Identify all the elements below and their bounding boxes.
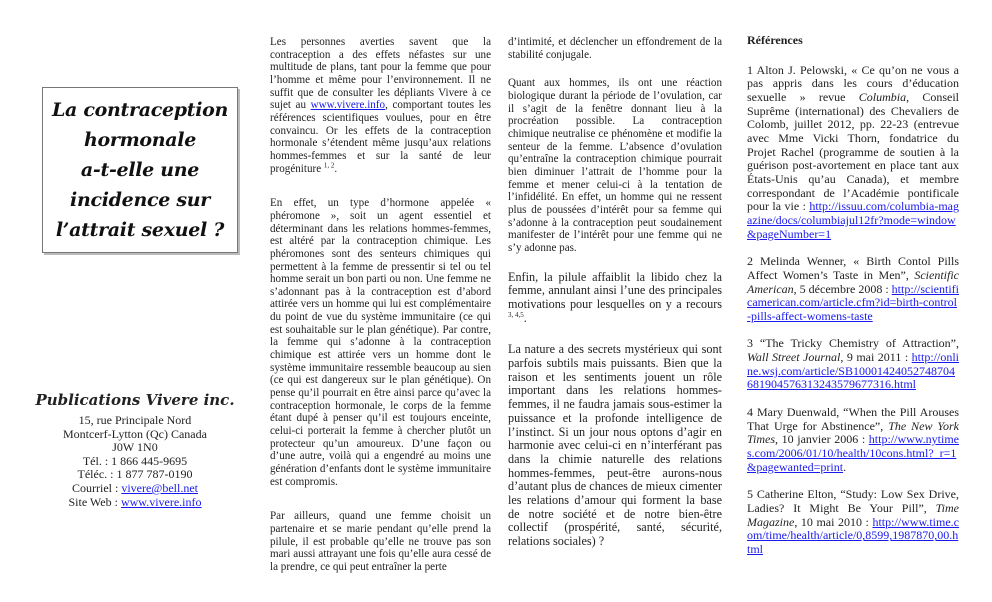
text: . [523,310,527,325]
references-list [747,64,959,571]
publisher-name: Publications Vivere inc. [35,391,235,409]
title-line: incidence sur [70,189,210,211]
text: Enfin, la pilule affaiblit la libido chez la femme, annulant ainsi l’une des principales motivations pour lesquelles on y a recours [508,269,722,311]
text: , comportant toutes les références scientifiques voulues, pour en être convaincu. Or les effets de la contraception hormonale s’étendent même jusqu’aux relations hommes-femmes et sur la santé de leur progéniture [270,99,491,175]
text: . [334,162,338,175]
paragraph-pheromones: En effet, un type d’hormone appelée « phéromone », soit un agent essentiel et déterminant dans les relations hommes-femmes, est altéré par la contraception chimique. Les phéromones sont des senteurs chimiques qui permettent à la femme de pressentir si tel ou tel homme serait un bon parti ou non. Une femme ne s’adonnant pas à la contraception est d’abord attirée vers un homme qui lui est complémentaire du point de vue du système immunitaire (ce qui est souhaitable sur le plan génétique). Par contre, la femme qui s’adonne à la contraception chimique est attirée vers un homme dont le système immunitaire ressemble beaucoup au sien (ce qui est dangereux sur le plan génétique). On pense qu’il pourrait en être ainsi parce qu’avec la contraception hormonale, le corps de la femme étant dupé à penser qu’il est toujours enceinte, celui-ci porterait la femme à chercher plutôt un protecteur qu’un amoureux. D’une façon ou d’une autre, voilà qui a engendré au moins une génération d’enfants dont le système immunitaire est compromis. [270,197,491,488]
column-3 [508,36,722,563]
publisher-address [20,414,250,509]
reference-item [747,64,959,242]
title-line: hormonale [83,129,196,151]
fax: Téléc. : 1 877 787-0190 [77,467,193,482]
reference-item [747,488,959,556]
text: 2 Melinda Wenner, « Birth Contol Pills Affect Women’s Taste in Men”, [747,254,959,282]
address-line: Montcerf-Lytton (Qc) Canada [63,426,207,441]
text: 1 Alton J. Pelowski, « Ce qu’on ne vous a pas appris dans les cours d’éducation sexuelle » revue [747,62,959,104]
references-heading: Références [747,33,803,47]
text: 4 Mary Duenwald, “When the Pill Arouses That Urge for Abstinence”, [747,405,959,433]
vivere-link[interactable]: www.vivere.info [310,99,386,112]
text: , 5 décembre 2008 : [793,281,892,296]
text: 5 Catherine Elton, “Study: Low Sex Drive, Ladies? It Might Be Your Pill”, [747,487,959,516]
title-line: l’attrait sexuel ? [55,219,225,241]
reference-link[interactable]: http://www.nytimes.com/2006/01/10/health/10cons.html?_r=1&pagewanted=print [747,432,959,474]
reference-item [747,337,959,392]
paragraph-intimacy: d’intimité, et déclencher un effondrement de la stabilité conjugale. [508,36,722,61]
reference-item [747,255,959,323]
publication-name: Columbia [858,89,907,104]
publication-name: Wall Street Journal [747,350,841,365]
text: , 10 janvier 2006 : [775,432,869,447]
footnote-ref: 1, 2 [323,160,335,169]
text: Les personnes averties savent que la contraception a des effets néfastes sur une multitude de plans, tant pour la femme que pour l’homme et même pour l’environnement. Il ne suffit que de consulter les dépliants Vivere à ce sujet au [270,36,491,112]
reference-item [747,406,959,474]
footnote-ref: 3, 4,5 [508,310,524,319]
web-label: Site Web : [68,494,121,509]
email-link[interactable]: vivere@bell.net [121,480,198,495]
publication-name: Time Magazine [747,501,959,529]
publication-name: The New York Times [747,418,960,447]
paragraph-nature: La nature a des secrets mystérieux qui sont parfois subtils mais puissants. Bien que la raison et les sentiments jouent un rôle important dans les relations hommes-femmes, il ne faudra jamais sous-estimer la puissance et la profonde intelligence de l’instinct. Si un jour nous optons d’agir en harmonie avec celui-ci en n’interférant pas dans la chimie naturelle des relations hommes-femmes, peut-être aurons-nous d’autant plus de chances de mieux cimenter les relations d’amour qui forment la base de notre société et de notre bien-être collectif (prospérité, santé, sécurité, relations sociales) ? [508,342,722,549]
text: 3 “The Tricky Chemistry of Attraction”, [747,336,959,351]
web-link[interactable]: www.vivere.info [120,494,202,509]
address-line: 15, rue Principale Nord [78,413,192,427]
email-label: Courriel : [71,480,122,495]
address-line: J0W 1N0 [112,440,158,455]
title-line: La contraception [51,99,229,121]
text: , Conseil Suprême (international) des Chevaliers de Colomb, juillet 2012, pp. 22-23 (entrevue avec Mme Vicki Thorn, fondatrice du Projet Rachel (programme de soutien à la guérison post-avortement en place tant aux États-Unis qu’au Canada), et membre correspondant de l’Académie pontificale pour la vie : [747,89,959,214]
title-line: a-t-elle une [80,159,200,181]
paragraph-libido [508,271,722,326]
publication-name: Scientific American [747,267,959,296]
web-line [20,496,250,510]
reference-link[interactable]: http://www.time.com/time/health/article/0,8599,1987870,00.html [747,514,959,556]
reference-link[interactable]: http://issuu.com/columbia-magazine/docs/columbiajul12fr?mode=window&pageNumber=1 [747,199,959,241]
paragraph-men: Quant aux hommes, ils ont une réaction biologique durant la période de l’ovulation, car il s’agit de la fenêtre donnant lieu à la procréation possible. La contraception chimique neutralise ce phénomène et modifie la senteur de la femme. L’absence d’ovulation qu’entraîne la contraception chimique pourrait bien diminuer l’attrait de l’homme pour la femme et mener celui-ci à la tentation de l’infidélité. En effet, un homme qui ne ressent plus de poussées d’intérêt pour sa femme qui s’adonne à la contraception peut soudainement manifester de l’intérêt pour une femme qui ne s’y adonne pas. [508,77,722,254]
email-line [20,482,250,496]
text: , 9 mai 2011 : [840,350,912,365]
text: . [843,459,847,474]
brochure-title [52,95,228,245]
paragraph-partner: Par ailleurs, quand une femme choisit un partenaire et se marie pendant qu’elle prend la pilule, il est probable qu’elle ne trouve pas son mari aussi attrayant une fois qu’elle aura cessé de la prendre, ce qui peut entraîner la perte [270,510,491,573]
phone: Tél. : 1 866 445-9695 [82,453,188,468]
text: , 10 mai 2010 : [794,514,873,529]
publisher-block [20,390,250,509]
paragraph-intro [270,36,491,175]
title-box [42,87,238,253]
column-4 [747,34,959,571]
column-2 [270,36,491,588]
reference-link[interactable]: http://online.wsj.com/article/SB10001424052748704681904576313243579677316.html [747,350,959,392]
reference-link[interactable]: http://scientificamerican.com/article.cfm?id=birth-control-pills-affect-womens-taste [747,281,959,323]
